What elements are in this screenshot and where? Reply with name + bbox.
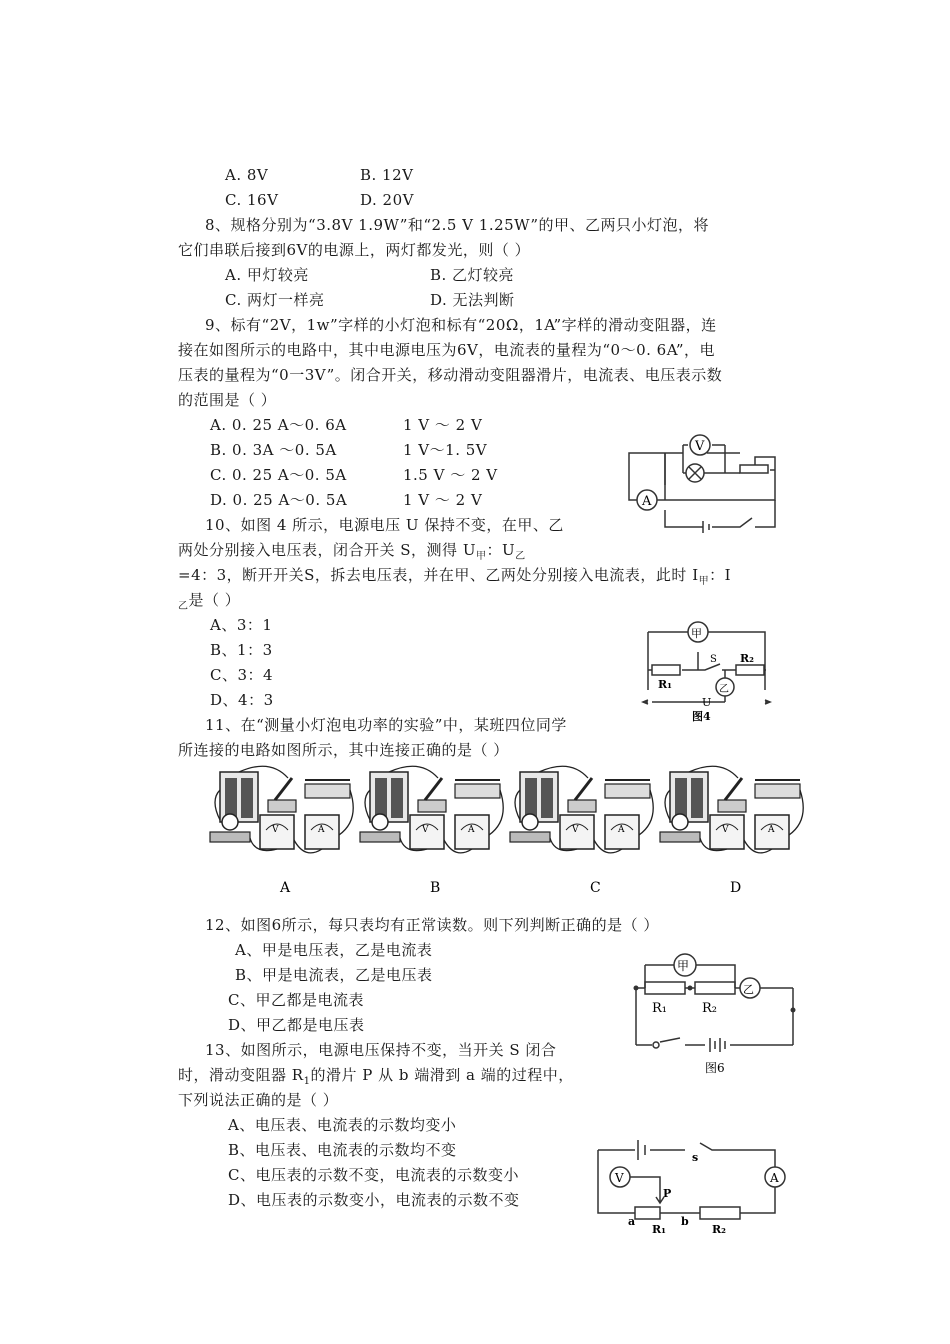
q10-stem-line3: [178, 565, 731, 588]
q13-ammeter-label: A: [770, 1171, 779, 1185]
voltmeter-label: V: [422, 825, 429, 835]
switch: [268, 778, 296, 812]
voltmeter-label: V: [272, 825, 279, 835]
q13-stem-line3: 下列说法正确的是（ ）: [178, 1091, 339, 1109]
q13-label-r1: R₁: [652, 1223, 666, 1236]
q10-label-r2: R₂: [740, 652, 754, 665]
q13-stem-line1: 13、如图所示，电源电压保持不变，当开关 S 闭合: [205, 1041, 557, 1059]
q9-stem-line4: 的范围是（ ）: [178, 391, 277, 409]
rheostat: [605, 780, 650, 798]
q11-stem-line1: 11、在“测量小灯泡电功率的实验”中，某班四位同学: [205, 716, 567, 734]
q13-stem-line2-pre: 时，滑动变阻器 R: [178, 1066, 304, 1084]
q8-stem-line2: 它们串联后接到6V的电源上，两灯都发光，则（ ）: [178, 241, 531, 259]
q12-label-jia: 甲: [677, 959, 690, 973]
rheostat: [455, 780, 500, 798]
q13-option-a: A、电压表、电流表的示数均变小: [228, 1116, 457, 1134]
q13-option-b: B、电压表、电流表的示数均不变: [228, 1141, 457, 1159]
q12-option-d: D、甲乙都是电压表: [228, 1016, 365, 1034]
q12-stem-line1: 12、如图6所示，每只表均有正常读数。则下列判断正确的是（ ）: [205, 916, 659, 934]
q12-label-r1: R₁: [652, 1001, 667, 1016]
q10-label-r1: R₁: [658, 678, 672, 691]
q9-option-c-current: C. 0. 25 A～0. 5A: [210, 466, 347, 484]
q10-label-jia: 甲: [691, 627, 702, 640]
q11-setup-d: [660, 766, 803, 896]
q10-stem-line2-text: 两处分别接入电压表，闭合开关 S，测得 U: [178, 541, 476, 559]
q12-option-c: C、甲乙都是电流表: [228, 991, 364, 1009]
q12-label-r2: R₂: [702, 1001, 717, 1016]
ammeter: [455, 815, 489, 849]
q11-setup-label: B: [430, 880, 441, 896]
q11-setup-c: [510, 766, 653, 896]
q13-label-s: s: [692, 1151, 699, 1164]
q7-option-d: D. 20V: [360, 191, 414, 209]
q8-option-a: A. 甲灯较亮: [225, 266, 309, 284]
q10-stem-line3-end: ：I: [709, 566, 732, 584]
q13-label-r2: R₂: [712, 1223, 726, 1236]
q9-option-d-current: D. 0. 25 A～0. 5A: [210, 491, 348, 509]
q10-stem-line1: 10、如图 4 所示，电源电压 U 保持不变，在甲、乙: [205, 516, 564, 534]
q10-sub-jia-2: 甲: [698, 576, 710, 587]
q8-option-b: B. 乙灯较亮: [430, 266, 515, 284]
q13-stem-line2: [178, 1065, 574, 1088]
voltmeter: [260, 815, 294, 849]
q9-stem-line3: 压表的量程为“0一3V”。闭合开关，移动滑动变阻器滑片，电流表、电压表示数: [178, 366, 723, 384]
q13-option-c: C、电压表的示数不变，电流表的示数变小: [228, 1166, 519, 1184]
ammeter-label: A: [318, 825, 325, 835]
q9-ammeter-label: A: [642, 494, 652, 509]
q11-setup-label: A: [280, 880, 291, 896]
q8-option-d: D. 无法判断: [430, 291, 515, 309]
q8-option-c: C. 两灯一样亮: [225, 291, 325, 309]
rheostat: [755, 780, 800, 798]
q7-option-b: B. 12V: [360, 166, 414, 184]
rheostat: [305, 780, 350, 798]
q9-stem-line2: 接在如图所示的电路中，其中电源电压为6V，电流表的量程为“0～0. 6A”，电: [178, 341, 716, 359]
q13-label-a: a: [628, 1215, 636, 1228]
ammeter-label: A: [618, 825, 625, 835]
q11-setup-label: D: [730, 880, 742, 896]
q8-stem-line1: 8、规格分别为“3.8V 1.9W”和“2.5 V 1.25W”的甲、乙两只小灯泡，将: [205, 216, 710, 234]
q10-stem-line4-text: 是（ ）: [188, 591, 241, 609]
q9-option-d-voltage: 1 V ～ 2 V: [403, 491, 483, 509]
q10-stem-line2-mid: ：U: [486, 541, 516, 559]
ammeter-label: A: [768, 825, 775, 835]
q10-option-d: D、4：3: [210, 691, 274, 709]
q10-label-yi: 乙: [719, 684, 729, 695]
ammeter-label: A: [468, 825, 475, 835]
q9-option-b-current: B. 0. 3A ～0. 5A: [210, 441, 337, 459]
q9-option-a-voltage: 1 V ～ 2 V: [403, 416, 483, 434]
voltmeter: [410, 815, 444, 849]
q13-label-p: P: [663, 1187, 672, 1200]
q13-option-d: D、电压表的示数变小，电流表的示数不变: [228, 1191, 520, 1209]
q10-sub-yi-2: 乙: [178, 601, 189, 612]
q13-sub-1: 1: [303, 1076, 311, 1087]
q9-voltmeter-label: V: [695, 439, 705, 454]
q11-setup-b: [360, 766, 503, 896]
switch: [568, 778, 596, 812]
q11-apparatus-figure: [210, 760, 810, 905]
ammeter: [755, 815, 789, 849]
voltmeter-label: V: [722, 825, 729, 835]
q13-label-b: b: [681, 1215, 689, 1228]
q13-stem-line2-post: 的滑片 P 从 b 端滑到 a 端的过程中，: [310, 1066, 574, 1084]
q10-option-a: A、3：1: [210, 616, 273, 634]
q10-circuit-diagram: [640, 622, 780, 722]
q10-sub-yi: 乙: [515, 551, 526, 562]
switch: [718, 778, 746, 812]
switch: [418, 778, 446, 812]
q11-stem-line2: 所连接的电路如图所示，其中连接正确的是（ ）: [178, 741, 509, 759]
q9-option-c-voltage: 1.5 V ～ 2 V: [403, 466, 498, 484]
q12-option-a: A、甲是电压表，乙是电流表: [235, 941, 433, 959]
q11-setup-a: [210, 766, 353, 896]
q12-circuit-diagram: [630, 950, 800, 1080]
q10-stem-line2: [178, 540, 526, 563]
q10-option-c: C、3：4: [210, 666, 274, 684]
q11-setup-label: C: [590, 880, 601, 896]
q10-stem-line3-text: =4：3，断开开关S，拆去电压表，并在甲、乙两处分别接入电流表，此时 I: [178, 566, 699, 584]
q9-circuit-diagram: [625, 435, 795, 535]
q12-option-b: B、甲是电流表，乙是电压表: [235, 966, 433, 984]
voltmeter: [560, 815, 594, 849]
q12-figure-caption: 图6: [705, 1061, 725, 1075]
q13-circuit-diagram: [590, 1135, 780, 1235]
ammeter: [605, 815, 639, 849]
voltmeter-label: V: [572, 825, 579, 835]
voltmeter: [710, 815, 744, 849]
q9-option-a-current: A. 0. 25 A～0. 6A: [210, 416, 347, 434]
q10-stem-line4: [178, 590, 240, 613]
q9-stem-line1: 9、标有“2V，1w”字样的小灯泡和标有“20Ω，1A”字样的滑动变阻器，连: [205, 316, 717, 334]
q10-figure-caption: 图4: [692, 710, 711, 723]
q7-option-c: C. 16V: [225, 191, 279, 209]
q10-sub-jia: 甲: [475, 551, 487, 562]
ammeter: [305, 815, 339, 849]
q10-option-b: B、1：3: [210, 641, 273, 659]
q10-label-u: U: [702, 696, 712, 709]
q12-label-yi: 乙: [743, 983, 754, 996]
q9-option-b-voltage: 1 V～1. 5V: [403, 441, 488, 459]
q10-label-s: S: [710, 654, 717, 665]
q13-voltmeter-label: V: [615, 1171, 624, 1185]
q7-option-a: A. 8V: [225, 166, 269, 184]
